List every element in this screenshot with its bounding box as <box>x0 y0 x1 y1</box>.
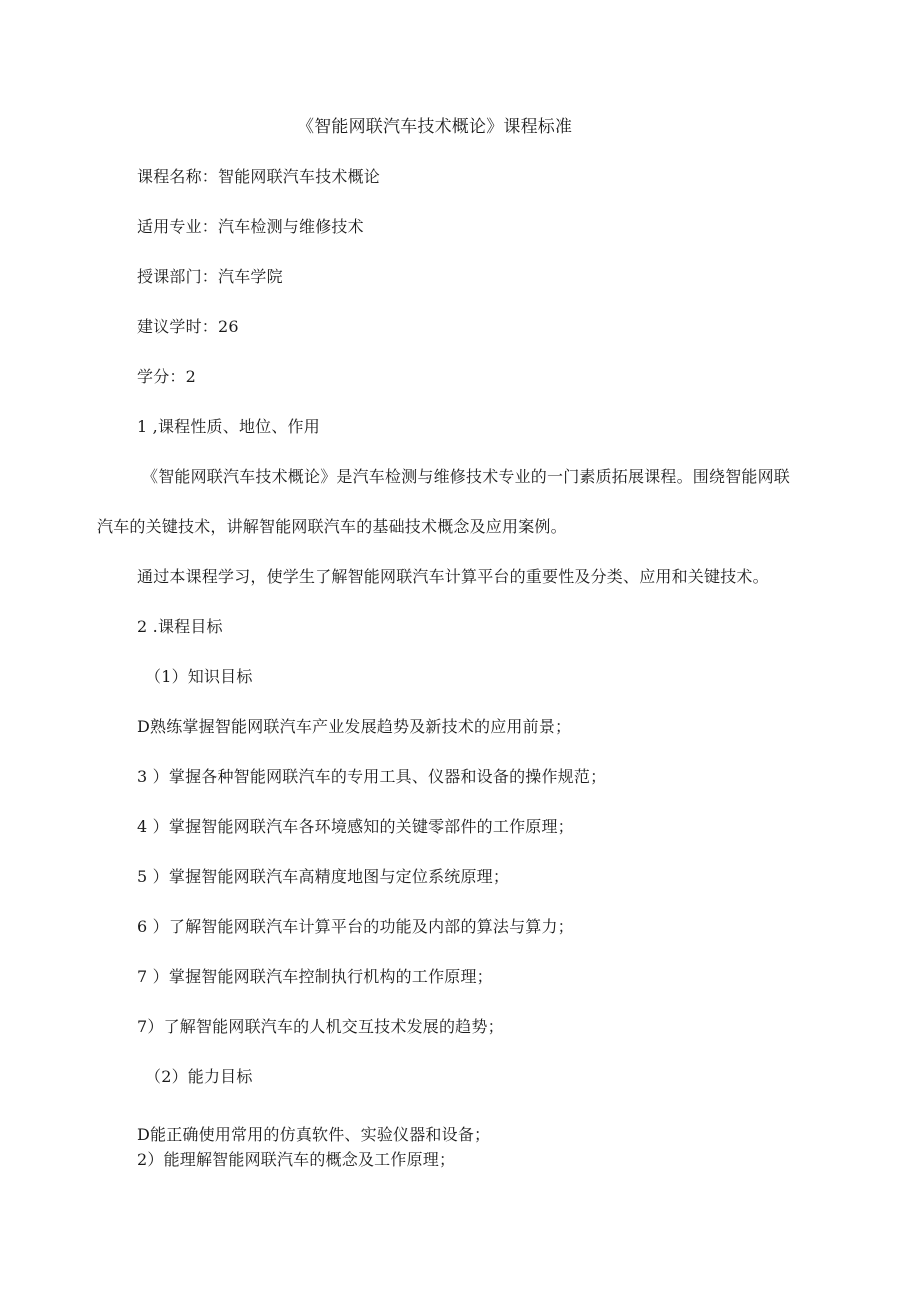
list-item: 5 ）掌握智能网联汽车高精度地图与定位系统原理； <box>137 867 510 886</box>
applicable-major: 适用专业：汽车检测与维修技术 <box>137 217 364 236</box>
section-1-paragraph-2: 通过本课程学习，使学生了解智能网联汽车计算平台的重要性及分类、应用和关键技术。 <box>137 567 769 586</box>
list-item: 2）能理解智能网联汽车的概念及工作原理； <box>137 1150 456 1169</box>
list-item: D能正确使用常用的仿真软件、实验仪器和设备； <box>137 1125 491 1144</box>
course-name: 课程名称：智能网联汽车技术概论 <box>137 167 381 186</box>
suggested-hours: 建议学时：26 <box>137 317 239 336</box>
list-item: 4 ）掌握智能网联汽车各环境感知的关键零部件的工作原理； <box>137 817 574 836</box>
list-item: 3 ）掌握各种智能网联汽车的专用工具、仪器和设备的操作规范； <box>137 767 607 786</box>
section-1-heading: 1 ,课程性质、地位、作用 <box>137 417 320 436</box>
section-1-paragraph-line-2: 汽车的关键技术，讲解智能网联汽车的基础技术概念及应用案例。 <box>97 517 567 536</box>
list-item: 7 ）掌握智能网联汽车控制执行机构的工作原理； <box>137 967 493 986</box>
section-1-paragraph-line-1: 《智能网联汽车技术概论》是汽车检测与维修技术专业的一门素质拓展课程。围绕智能网联 <box>142 467 791 486</box>
teaching-department: 授课部门：汽车学院 <box>137 267 283 286</box>
section-2-heading: 2 .课程目标 <box>137 617 223 636</box>
credits: 学分：2 <box>137 367 196 386</box>
list-item: 6 ）了解智能网联汽车计算平台的功能及内部的算法与算力； <box>137 917 574 936</box>
ability-goals-heading: （2）能力目标 <box>145 1067 253 1086</box>
document-title: 《智能网联汽车技术概论》课程标准 <box>297 117 573 137</box>
list-item: D熟练掌握智能网联汽车产业发展趋势及新技术的应用前景； <box>137 717 572 736</box>
knowledge-goals-heading: （1）知识目标 <box>145 667 253 686</box>
list-item: 7）了解智能网联汽车的人机交互技术发展的趋势； <box>137 1017 504 1036</box>
